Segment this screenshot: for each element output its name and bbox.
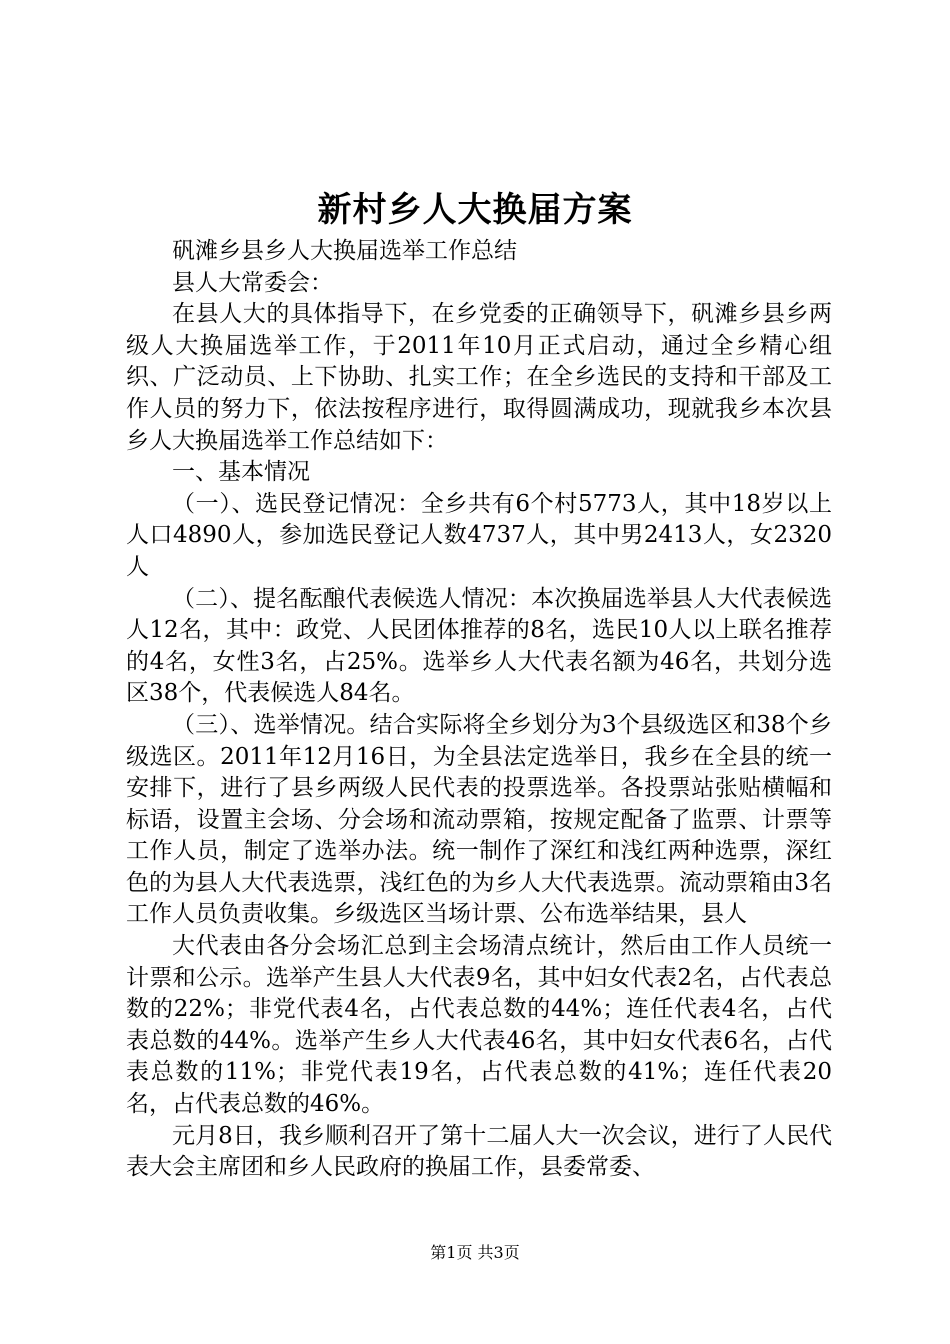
page-footer: 第1页 共3页 [430, 1243, 520, 1262]
paragraph-voter-registration: （一）、选民登记情况：全乡共有6个村5773人，其中18岁以上人口4890人，参加选民登记人数4737人，其中男2413人，女2320人 [126, 490, 832, 580]
section-heading-basic: 一、基本情况 [172, 459, 310, 486]
paragraph-salutation: 县人大常委会： [172, 269, 333, 296]
paragraph-election: （三）、选举情况。结合实际将全乡划分为3个县级选区和38个乡级选区。2011年12月16日，为全县法定选举日，我乡在全县的统一安排下，进行了县乡两级人民代表的投票选举。各投票站张贴横幅和标语，设置主会场、分会场和流动票箱，按规定配备了监票、计票等工作人员，制定了选举办法。统一制作了深红和浅红两种选票，深红色的为县人大代表选票，浅红色的为乡人大代表选票。流动票箱由3名工作人员负责收集。乡级选区当场计票、公布选举结果，县人 [126, 711, 832, 928]
paragraph-nomination: （二）、提名酝酿代表候选人情况：本次换届选举县人大代表候选人12名，其中：政党、人民团体推荐的8名，选民10人以上联名推荐的4名，女性3名，占25%。选举乡人大代表名额为46名，共划分选区38个，代表候选人84名。 [126, 585, 832, 707]
document-body [126, 236, 832, 1184]
paragraph-subtitle: 矾滩乡县乡人大换届选举工作总结 [172, 238, 517, 264]
paragraph-results: 大代表由各分会场汇总到主会场清点统计，然后由工作人员统一计票和公示。选举产生县人大代表9名，其中妇女代表2名，占代表总数的22%；非党代表4名，占代表总数的44%；连任代表4名，占代表总数的44%。选举产生乡人大代表46名，其中妇女代表6名，占代表总数的11%；非党代表19名，占代表总数的41%；连任代表20名，占代表总数的46%。 [126, 933, 832, 1118]
paragraph-session: 元月8日，我乡顺利召开了第十二届人大一次会议，进行了人民代表大会主席团和乡人民政府的换届工作，县委常委、 [126, 1122, 832, 1181]
paragraph-intro: 在县人大的具体指导下，在乡党委的正确领导下，矾滩乡县乡两级人大换届选举工作，于2011年10月正式启动，通过全乡精心组织、广泛动员、上下协助、扎实工作；在全乡选民的支持和干部及工作人员的努力下，依法按程序进行，取得圆满成功，现就我乡本次县乡人大换届选举工作总结如下： [126, 301, 832, 454]
document-title: 新村乡人大换届方案 [317, 190, 633, 230]
